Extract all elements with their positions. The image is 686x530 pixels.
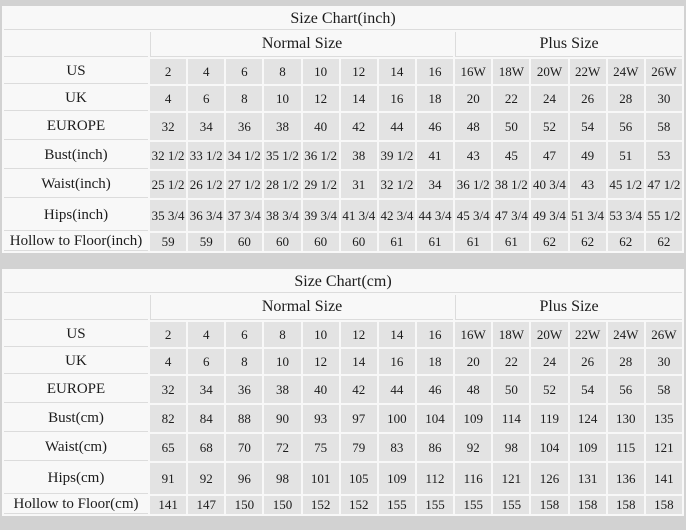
size-cell: 22W	[570, 322, 606, 347]
size-cell: 47 3/4	[493, 200, 529, 231]
size-cell: 32	[150, 113, 186, 140]
row-label: Hollow to Floor(inch)	[4, 233, 148, 251]
size-cell: 14	[341, 349, 377, 374]
row-label: Hips(cm)	[4, 463, 148, 494]
size-cell: 34	[417, 171, 453, 198]
size-cell: 8	[264, 59, 300, 84]
size-cell: 50	[493, 113, 529, 140]
size-cell: 16	[379, 86, 415, 111]
size-cell: 54	[570, 376, 606, 403]
size-cell: 6	[226, 59, 262, 84]
size-cell: 48	[455, 113, 491, 140]
size-cell: 28	[608, 86, 644, 111]
size-cell: 24	[531, 86, 567, 111]
size-cell: 52	[531, 376, 567, 403]
size-cell: 141	[150, 496, 186, 514]
size-cell: 119	[531, 405, 567, 432]
size-cell: 26W	[646, 322, 682, 347]
size-cell: 34	[188, 376, 224, 403]
size-cell: 10	[303, 59, 339, 84]
size-cell: 26	[570, 86, 606, 111]
size-cell: 115	[608, 434, 644, 461]
size-cell: 158	[570, 496, 606, 514]
size-group-label: Normal Size	[150, 32, 453, 57]
size-cell: 24	[531, 349, 567, 374]
size-cell: 44 3/4	[417, 200, 453, 231]
size-cell: 18	[417, 349, 453, 374]
size-cell: 62	[570, 233, 606, 251]
size-cell: 14	[379, 322, 415, 347]
size-cell: 6	[188, 86, 224, 111]
size-cell: 158	[531, 496, 567, 514]
size-cell: 14	[379, 59, 415, 84]
size-cell: 114	[493, 405, 529, 432]
size-cell: 32 1/2	[150, 142, 186, 169]
size-cell: 130	[608, 405, 644, 432]
size-cell: 8	[226, 349, 262, 374]
size-cell: 61	[455, 233, 491, 251]
size-cell: 58	[646, 113, 682, 140]
size-cell: 41 3/4	[341, 200, 377, 231]
size-cell: 97	[341, 405, 377, 432]
size-cell: 36	[226, 376, 262, 403]
size-cell: 40	[303, 376, 339, 403]
size-cell: 155	[417, 496, 453, 514]
table-row	[4, 434, 682, 461]
size-cell: 34 1/2	[226, 142, 262, 169]
size-cell: 10	[264, 349, 300, 374]
size-cell: 56	[608, 376, 644, 403]
size-cell: 58	[646, 376, 682, 403]
size-cell: 96	[226, 463, 262, 494]
size-cell: 38 3/4	[264, 200, 300, 231]
size-cell: 61	[417, 233, 453, 251]
size-cell: 36 3/4	[188, 200, 224, 231]
size-cell: 16W	[455, 59, 491, 84]
size-cell: 43	[455, 142, 491, 169]
size-cell: 50	[493, 376, 529, 403]
size-cell: 83	[379, 434, 415, 461]
size-cell: 39 3/4	[303, 200, 339, 231]
table-row	[4, 349, 682, 374]
size-cell: 155	[379, 496, 415, 514]
size-cell: 45	[493, 142, 529, 169]
size-cell: 54	[570, 113, 606, 140]
size-cell: 49 3/4	[531, 200, 567, 231]
size-cell: 100	[379, 405, 415, 432]
size-cell: 155	[493, 496, 529, 514]
table-row	[4, 113, 682, 140]
size-chart-inch-table	[2, 6, 684, 253]
size-cell: 49	[570, 142, 606, 169]
size-cell: 25 1/2	[150, 171, 186, 198]
size-cell: 46	[417, 113, 453, 140]
row-label: Bust(inch)	[4, 142, 148, 169]
corner-cell	[4, 32, 148, 57]
size-cell: 152	[341, 496, 377, 514]
table-row	[4, 200, 682, 231]
size-cell: 12	[341, 59, 377, 84]
size-cell: 8	[264, 322, 300, 347]
size-cell: 158	[646, 496, 682, 514]
row-label: Waist(inch)	[4, 171, 148, 198]
size-cell: 121	[646, 434, 682, 461]
size-cell: 27 1/2	[226, 171, 262, 198]
size-cell: 88	[226, 405, 262, 432]
size-group-label: Plus Size	[455, 295, 682, 320]
corner-cell	[4, 295, 148, 320]
size-cell: 101	[303, 463, 339, 494]
size-cell: 104	[417, 405, 453, 432]
table-row	[4, 405, 682, 432]
size-cell: 38	[264, 113, 300, 140]
size-cell: 33 1/2	[188, 142, 224, 169]
size-cell: 136	[608, 463, 644, 494]
size-cell: 42	[341, 376, 377, 403]
size-cell: 109	[379, 463, 415, 494]
size-cell: 62	[608, 233, 644, 251]
size-cell: 4	[150, 349, 186, 374]
size-cell: 60	[264, 233, 300, 251]
size-cell: 135	[646, 405, 682, 432]
size-cell: 36 1/2	[455, 171, 491, 198]
size-cell: 90	[264, 405, 300, 432]
size-cell: 40 3/4	[531, 171, 567, 198]
size-cell: 30	[646, 86, 682, 111]
size-cell: 48	[455, 376, 491, 403]
size-cell: 22	[493, 349, 529, 374]
size-cell: 4	[188, 322, 224, 347]
size-cell: 39 1/2	[379, 142, 415, 169]
table-row	[4, 496, 682, 514]
size-cell: 68	[188, 434, 224, 461]
size-cell: 52	[531, 113, 567, 140]
size-cell: 75	[303, 434, 339, 461]
size-group-row	[4, 295, 682, 320]
size-chart-cm-table	[2, 269, 684, 516]
size-cell: 44	[379, 376, 415, 403]
size-cell: 36	[226, 113, 262, 140]
size-cell: 24W	[608, 322, 644, 347]
size-cell: 59	[188, 233, 224, 251]
size-group-row	[4, 32, 682, 57]
table-row	[4, 171, 682, 198]
size-cell: 55 1/2	[646, 200, 682, 231]
size-cell: 26	[570, 349, 606, 374]
size-cell: 104	[531, 434, 567, 461]
table-row	[4, 86, 682, 111]
size-cell: 60	[341, 233, 377, 251]
size-cell: 79	[341, 434, 377, 461]
size-cell: 38 1/2	[493, 171, 529, 198]
size-cell: 16	[417, 59, 453, 84]
table-title-row	[4, 8, 682, 30]
size-cell: 93	[303, 405, 339, 432]
size-cell: 24W	[608, 59, 644, 84]
size-cell: 112	[417, 463, 453, 494]
table-row	[4, 463, 682, 494]
size-cell: 62	[646, 233, 682, 251]
size-cell: 86	[417, 434, 453, 461]
size-cell: 109	[570, 434, 606, 461]
size-cell: 20	[455, 349, 491, 374]
size-cell: 84	[188, 405, 224, 432]
table-row	[4, 376, 682, 403]
size-cell: 60	[303, 233, 339, 251]
size-cell: 152	[303, 496, 339, 514]
size-cell: 92	[455, 434, 491, 461]
size-cell: 40	[303, 113, 339, 140]
size-cell: 35 3/4	[150, 200, 186, 231]
size-cell: 46	[417, 376, 453, 403]
size-cell: 8	[226, 86, 262, 111]
size-cell: 53 3/4	[608, 200, 644, 231]
size-cell: 34	[188, 113, 224, 140]
size-cell: 28	[608, 349, 644, 374]
size-cell: 42	[341, 113, 377, 140]
size-cell: 2	[150, 59, 186, 84]
row-label: EUROPE	[4, 376, 148, 403]
size-cell: 14	[341, 86, 377, 111]
size-cell: 61	[493, 233, 529, 251]
size-cell: 126	[531, 463, 567, 494]
size-cell: 70	[226, 434, 262, 461]
size-cell: 26 1/2	[188, 171, 224, 198]
size-cell: 10	[303, 322, 339, 347]
size-cell: 20W	[531, 322, 567, 347]
size-cell: 31	[341, 171, 377, 198]
size-cell: 41	[417, 142, 453, 169]
size-cell: 4	[150, 86, 186, 111]
size-cell: 26W	[646, 59, 682, 84]
table-title-row	[4, 271, 682, 293]
size-cell: 6	[188, 349, 224, 374]
size-cell: 98	[264, 463, 300, 494]
size-cell: 150	[226, 496, 262, 514]
size-cell: 29 1/2	[303, 171, 339, 198]
size-cell: 12	[341, 322, 377, 347]
row-label: US	[4, 59, 148, 84]
size-cell: 158	[608, 496, 644, 514]
size-cell: 45 1/2	[608, 171, 644, 198]
size-cell: 32	[150, 376, 186, 403]
table-row	[4, 59, 682, 84]
size-cell: 47	[531, 142, 567, 169]
size-cell: 155	[455, 496, 491, 514]
size-cell: 38	[341, 142, 377, 169]
size-cell: 109	[455, 405, 491, 432]
row-label: UK	[4, 86, 148, 111]
size-cell: 4	[188, 59, 224, 84]
size-cell: 150	[264, 496, 300, 514]
size-cell: 53	[646, 142, 682, 169]
size-cell: 38	[264, 376, 300, 403]
table-row	[4, 233, 682, 251]
size-cell: 44	[379, 113, 415, 140]
size-cell: 22	[493, 86, 529, 111]
size-cell: 37 3/4	[226, 200, 262, 231]
size-cell: 6	[226, 322, 262, 347]
size-cell: 82	[150, 405, 186, 432]
size-cell: 65	[150, 434, 186, 461]
table-row	[4, 142, 682, 169]
table-row	[4, 322, 682, 347]
size-cell: 62	[531, 233, 567, 251]
size-cell: 20	[455, 86, 491, 111]
size-cell: 56	[608, 113, 644, 140]
size-cell: 47 1/2	[646, 171, 682, 198]
size-cell: 42 3/4	[379, 200, 415, 231]
size-cell: 147	[188, 496, 224, 514]
size-cell: 22W	[570, 59, 606, 84]
row-label: UK	[4, 349, 148, 374]
size-cell: 18W	[493, 59, 529, 84]
size-cell: 28 1/2	[264, 171, 300, 198]
size-cell: 61	[379, 233, 415, 251]
size-cell: 98	[493, 434, 529, 461]
size-cell: 10	[264, 86, 300, 111]
table-title: Size Chart(cm)	[4, 271, 682, 293]
size-cell: 2	[150, 322, 186, 347]
size-cell: 16	[417, 322, 453, 347]
size-group-label: Plus Size	[455, 32, 682, 57]
size-cell: 12	[303, 349, 339, 374]
size-cell: 124	[570, 405, 606, 432]
size-cell: 16W	[455, 322, 491, 347]
size-cell: 51 3/4	[570, 200, 606, 231]
size-cell: 30	[646, 349, 682, 374]
size-cell: 116	[455, 463, 491, 494]
size-cell: 105	[341, 463, 377, 494]
size-cell: 43	[570, 171, 606, 198]
size-cell: 60	[226, 233, 262, 251]
size-cell: 91	[150, 463, 186, 494]
row-label: Waist(cm)	[4, 434, 148, 461]
row-label: US	[4, 322, 148, 347]
table-title: Size Chart(inch)	[4, 8, 682, 30]
size-cell: 12	[303, 86, 339, 111]
size-cell: 92	[188, 463, 224, 494]
size-cell: 32 1/2	[379, 171, 415, 198]
size-cell: 51	[608, 142, 644, 169]
size-cell: 59	[150, 233, 186, 251]
size-cell: 35 1/2	[264, 142, 300, 169]
size-cell: 36 1/2	[303, 142, 339, 169]
size-group-label: Normal Size	[150, 295, 453, 320]
size-cell: 141	[646, 463, 682, 494]
size-cell: 131	[570, 463, 606, 494]
size-cell: 18W	[493, 322, 529, 347]
row-label: Bust(cm)	[4, 405, 148, 432]
row-label: Hips(inch)	[4, 200, 148, 231]
size-cell: 18	[417, 86, 453, 111]
row-label: EUROPE	[4, 113, 148, 140]
size-cell: 20W	[531, 59, 567, 84]
size-cell: 72	[264, 434, 300, 461]
row-label: Hollow to Floor(cm)	[4, 496, 148, 514]
size-cell: 121	[493, 463, 529, 494]
size-cell: 45 3/4	[455, 200, 491, 231]
size-cell: 16	[379, 349, 415, 374]
